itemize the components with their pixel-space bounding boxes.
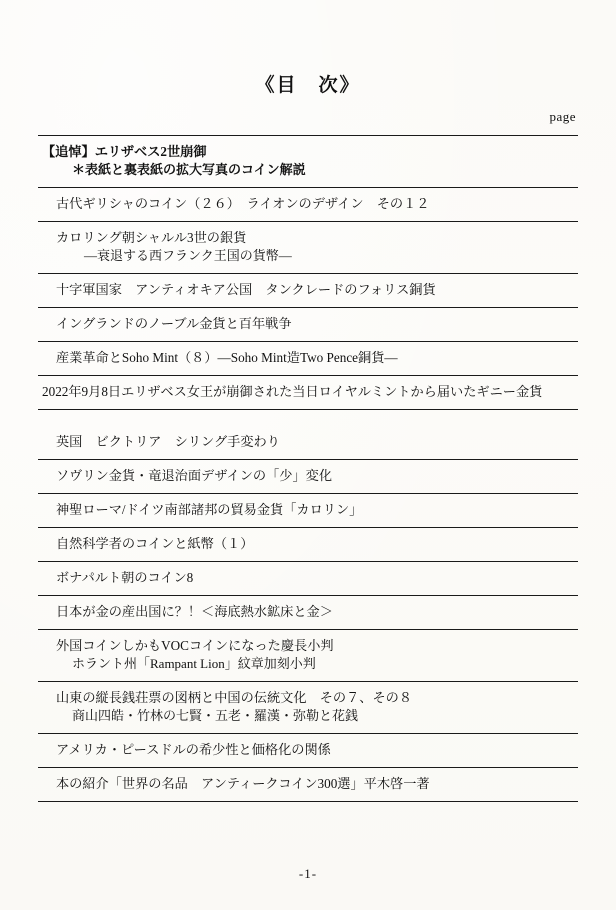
toc-entry[interactable] bbox=[38, 188, 578, 222]
toc-entry-title: アメリカ・ピースドルの希少性と価格化の関係 bbox=[56, 741, 331, 757]
toc-entry[interactable] bbox=[38, 426, 578, 460]
toc-entry-title: 【追悼】エリザベス2世崩御 bbox=[42, 144, 207, 159]
toc-entry[interactable] bbox=[38, 528, 578, 562]
page-column-header: page bbox=[549, 109, 576, 124]
table-of-contents bbox=[38, 135, 578, 802]
toc-entry-title: 日本が金の産出国に？！＜海底熱水鉱床と金＞ bbox=[56, 603, 333, 619]
toc-entry[interactable] bbox=[38, 682, 578, 734]
toc-entry-title: 英国 ビクトリア シリング手変わり bbox=[56, 433, 280, 449]
toc-entry[interactable] bbox=[38, 274, 578, 308]
toc-entry[interactable] bbox=[38, 222, 578, 274]
toc-entry[interactable] bbox=[38, 136, 578, 188]
toc-entry-title: ソヴリン金貨・竜退治面デザインの「少」変化 bbox=[56, 467, 333, 483]
toc-entry[interactable] bbox=[38, 376, 578, 410]
toc-entry-title: 古代ギリシャのコイン（２６） ライオンのデザイン その１２ bbox=[56, 195, 430, 211]
toc-entry[interactable] bbox=[38, 562, 578, 596]
toc-entry[interactable] bbox=[38, 596, 578, 630]
toc-entry-title: 自然科学者のコインと紙幣（１） bbox=[56, 535, 254, 551]
toc-entry-title: 2022年9月8日エリザベス女王が崩御された当日ロイヤルミントから届いたギニー金貨 bbox=[42, 383, 543, 399]
toc-entry-subtitle: ―衰退する西フランク王国の貨幣― bbox=[84, 248, 292, 264]
toc-entry-title: ボナパルト朝のコイン8 bbox=[56, 569, 194, 585]
toc-entry-title: 外国コインしかもVOCコインになった慶長小判 bbox=[56, 637, 334, 653]
toc-entry-title: 十字軍国家 アンティオキア公国 タンクレードのフォリス銅貨 bbox=[56, 281, 436, 297]
toc-entry[interactable] bbox=[38, 460, 578, 494]
toc-entry-title: カロリング朝シャルル3世の銀貨 bbox=[56, 229, 247, 245]
toc-entry-subtitle: ホラント州「Rampant Lion」紋章加刻小判 bbox=[72, 656, 316, 672]
page-title: 《目 次》 bbox=[255, 75, 361, 96]
toc-entry[interactable] bbox=[38, 734, 578, 768]
toc-entry[interactable] bbox=[38, 494, 578, 528]
toc-entry[interactable] bbox=[38, 342, 578, 376]
toc-entry-subtitle: ＊表紙と裏表紙の拡大写真のコイン解説 bbox=[72, 162, 306, 178]
toc-entry-title: イングランドのノーブル金貨と百年戦争 bbox=[56, 315, 292, 331]
toc-entry[interactable] bbox=[38, 768, 578, 802]
toc-entry-title: 神聖ローマ/ドイツ南部諸邦の貿易金貨「カロリン」 bbox=[56, 501, 363, 517]
toc-entry[interactable] bbox=[38, 308, 578, 342]
toc-entry-title: 山東の縦長銭荘票の図柄と中国の伝統文化 その７、その８ bbox=[56, 689, 413, 705]
toc-spacer bbox=[38, 410, 578, 426]
toc-entry[interactable] bbox=[38, 630, 578, 682]
toc-entry-title: 本の紹介「世界の名品 アンティークコイン300選」平木啓一著 bbox=[56, 775, 430, 791]
toc-entry-title: 産業革命とSoho Mint（８）―Soho Mint造Two Pence銅貨― bbox=[56, 349, 398, 365]
page-number: -1- bbox=[298, 866, 318, 881]
toc-entry-subtitle: 商山四皓・竹林の七賢・五老・羅漢・弥勒と花銭 bbox=[72, 708, 359, 724]
